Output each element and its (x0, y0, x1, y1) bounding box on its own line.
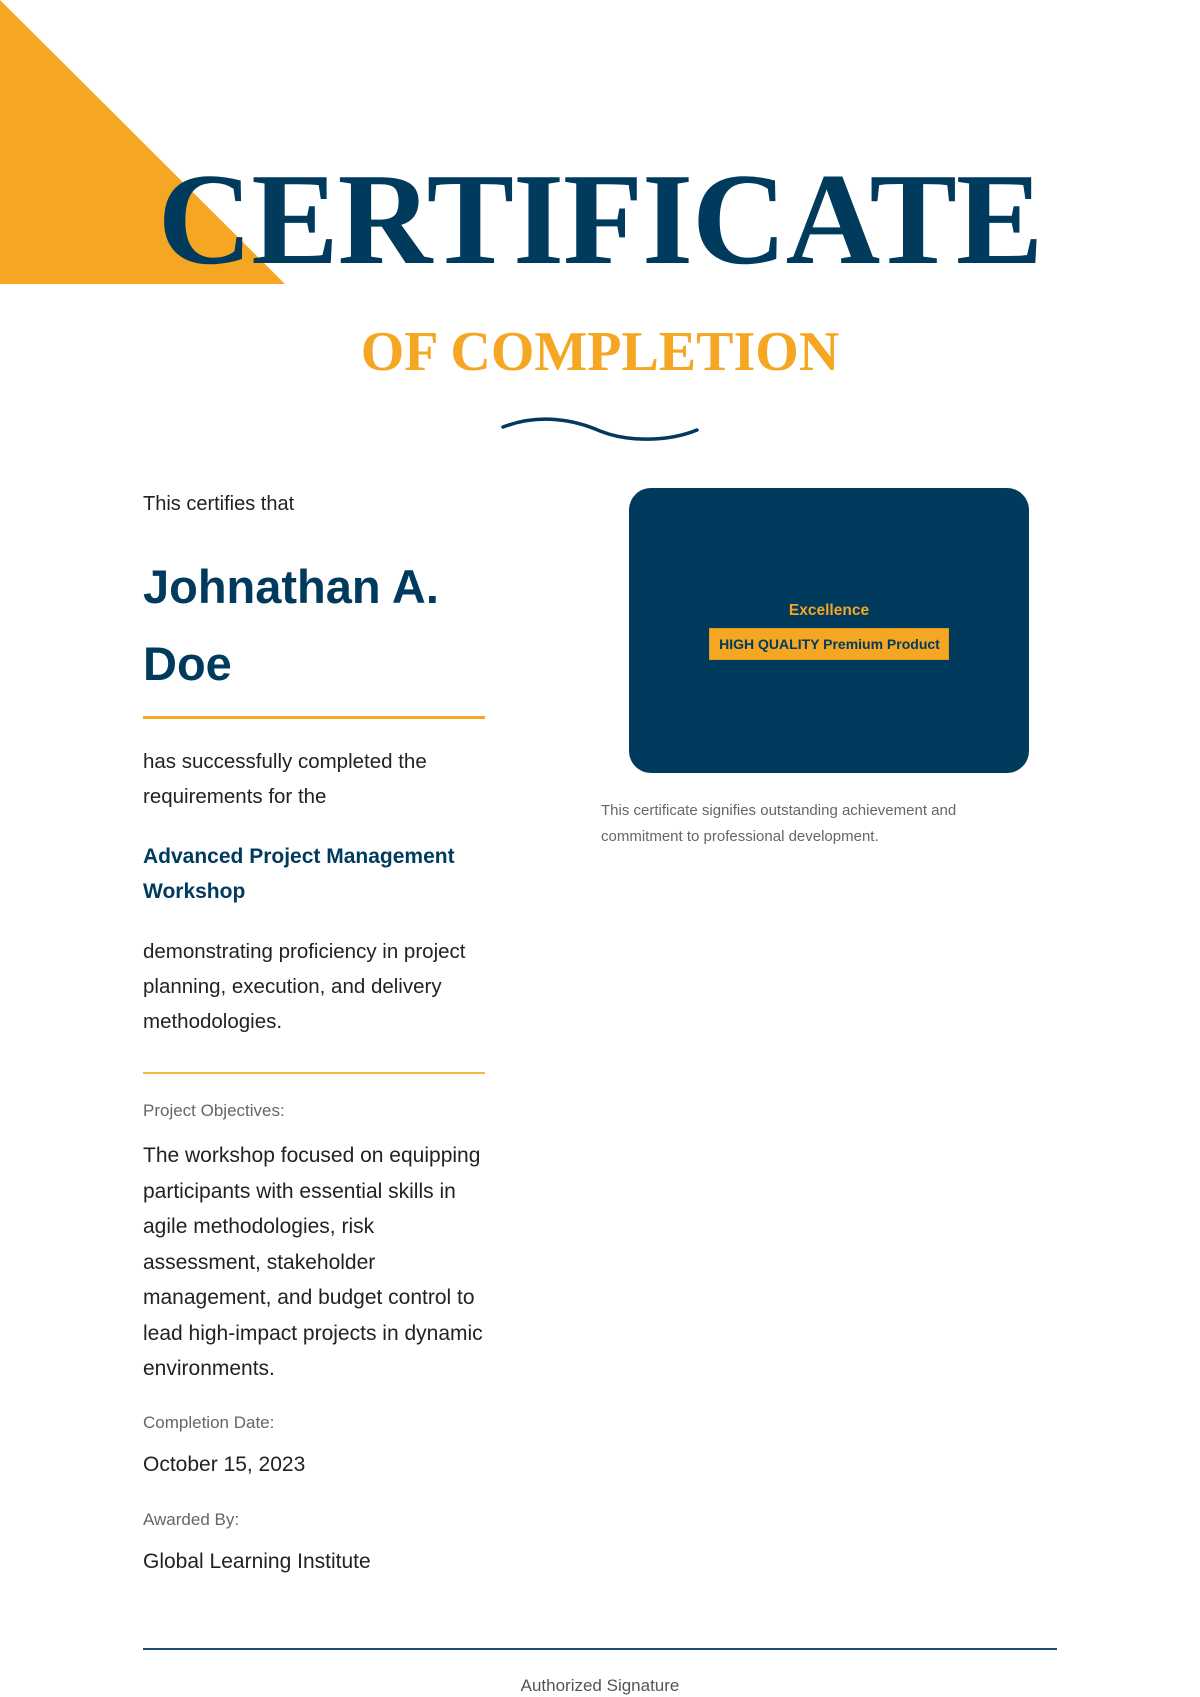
awarded-by-label: Awarded By: (143, 1509, 240, 1529)
completion-date-value: October 15, 2023 (143, 1452, 306, 1476)
certificate-details (143, 490, 485, 1576)
course-name: Advanced Project Management Workshop (143, 845, 455, 903)
completion-text: has successfully completed the requirements for the (143, 750, 427, 808)
recipient-name: Johnathan A. Doe (143, 560, 439, 690)
wave-flourish-icon (500, 415, 700, 445)
certificate-subtitle: OF COMPLETION (360, 321, 840, 383)
badge-quality-tag: HIGH QUALITY Premium Product (709, 628, 949, 660)
excellence-badge (629, 488, 1029, 773)
objectives-label: Project Objectives: (143, 1101, 285, 1120)
certificate-title: CERTIFICATE (157, 147, 1043, 292)
objectives-text: The workshop focused on equipping participants with essential skills in agile methodologies, risk assessment, stakeholder management, and budget control to lead high-impact projects in dynamic environments. (143, 1144, 483, 1380)
badge-note: This certificate signifies outstanding achievement and commitment to professional development. (601, 802, 957, 845)
signature-label: Authorized Signature (520, 1676, 680, 1695)
section-divider (143, 1072, 485, 1074)
badge-title: Excellence (788, 602, 870, 619)
completion-date-label: Completion Date: (143, 1412, 275, 1432)
name-divider (143, 716, 485, 719)
signature-line (143, 1648, 1057, 1650)
awarded-by-value: Global Learning Institute (143, 1549, 371, 1573)
proficiency-text: demonstrating proficiency in project planning, execution, and delivery methodologies. (143, 940, 466, 1033)
intro-text: This certifies that (143, 493, 295, 515)
